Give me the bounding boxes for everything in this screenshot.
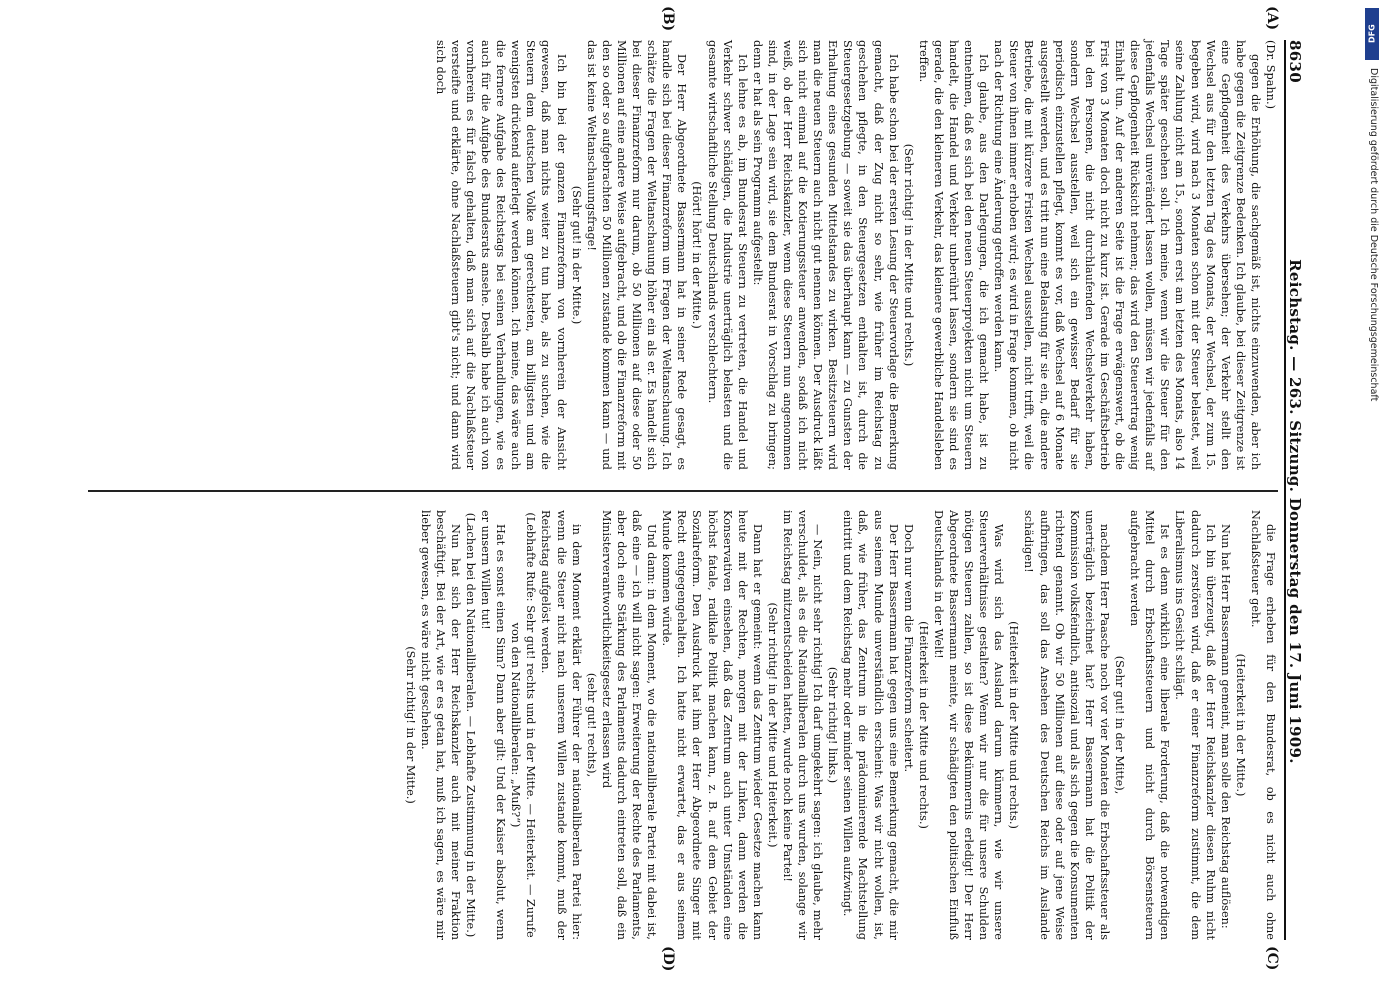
- paragraph: die Frage erheben für den Bundesrat, ob es nicht auch ohne Nachlaßsteuer geht.: [1248, 510, 1277, 940]
- interjection: (sehr gut! rechts),: [584, 672, 598, 778]
- paragraph: Dann hat er gemeint: wenn das Zentrum wieder Gesetze machen kann heute mit der Rechten, morgen mit der Linken, dann werden die Konservativen einsehen, daß das Zentrum auch unter Umständen eine höchst fatale, radikale Politik machen kann, z. B. auf dem Gebiet der Sozialreform. Den Ausdruck hat ihm der Herr Abgeordnete Singer mit Recht entgegengehalten. Ich hatte nicht erwartet, das er aus seinem Munde kommen würde.: [660, 510, 764, 940]
- paragraph: Der Herr Abgeordnete Bassermann hat in seiner Rede gesagt, es handle sich bei dieser Finanzreform um Fragen der Weltanschauung. Ich schätze die Fragen der Weltanschauung höher ein als er. Es handelt sich bei dieser Finanzreform nur darum, ob 50 Millionen auf diese oder 50 Millionen auf eine andere Weise aufgebracht, und ob die Finanzreform mit den so oder so aufgebrachten 50 Millionen zustande kommen kann — und das ist keine Weltanschauungsfrage!: [584, 40, 689, 470]
- interjection: (Heiterkeit in der Mitte.): [1233, 653, 1247, 797]
- interjection: (Heiterkeit in der Mitte und rechts.): [916, 621, 930, 829]
- paragraph: Ist es denn wirklich eine liberale Forderung, daß die notwendigen Mittel durch Erbschaftssteuern und nicht durch Börsensteuern aufgebracht werden: [1128, 510, 1172, 940]
- paragraph: Was wird sich das Ausland darum kümmern, wie wir unsere Steuerverhältnisse gestalten? Wenn wir nur die für unsere Schulden nötigen Steuern zahlen, so ist diese Bekümmernis erledigt! Der Herr Abgeordnete Bassermann meinte, wir schädigten den politischen Einfluß Deutschlands in der Welt!: [931, 510, 1006, 940]
- interjection: (Sehr richtig! in der Mitte.): [403, 646, 417, 804]
- interjection: (Sehr gut! in der Mitte.): [569, 185, 583, 325]
- dfg-logo: DFG: [1365, 8, 1379, 60]
- paragraph: — Nein, nicht sehr richtig! Ich darf umgekehrt sagen: ich glaube, mehr verschuldet, als es die Nationalliberalen durch uns wurden, solange wir im Reichstag mitzuentscheiden hatten, wurde noch keine Partei!: [781, 510, 825, 940]
- interjection: (Heiterkeit in der Mitte und rechts.): [1007, 621, 1021, 829]
- interjection: (Sehr gut! in der Mitte),: [1113, 655, 1127, 795]
- margin-marker-b: (B): [660, 6, 676, 32]
- paragraph: Hat es sonst einen Sinn? Dann aber gilt: Und der Kaiser absolut, wenn er unsern Willen tut!: [479, 510, 508, 940]
- paragraph: nachdem Herr Paasche noch vor vier Monaten die Erbschaftssteuer als unerträglich bezeichnet hat? Herr Bassermann hat die Politik der Kommission volksfeindlich, antisozial und als sich gegen die Konsumenten richtend genannt. Ob wir 50 Millionen auf diese oder auf jene Weise aufbringen, das soll das Ansehen des Deutschen Reichs im Auslande schädigen!: [1022, 510, 1111, 940]
- column-divider: [88, 490, 1278, 492]
- digitization-stamp: [1365, 8, 1379, 998]
- page-title: Reichstag. — 263. Sitzung. Donnerstag den 17. Juni 1909.: [1286, 259, 1304, 764]
- paragraph: Ich lehne es ab, im Bundesrat Steuern zu vertreten, die Handel und Verkehr schwer schädigen, die Industrie unerträglich belasten und die gesamte wirtschaftliche Stellung Deutschlands verschlechtern.: [705, 40, 749, 470]
- interjection: (Sehr richtig! in der Mitte und Heiterkeit.): [765, 602, 779, 848]
- interjection: (Sehr richtig! in der Mitte und rechts.): [901, 143, 915, 367]
- margin-marker-a: (A): [1264, 6, 1280, 31]
- speaker-name: (Dr. Spahn.): [1264, 40, 1277, 110]
- interjection: (Lebhafte Rufe: Sehr gut! rechts und in der Mitte. — Heiterkeit. — Zurufe von den Nationalliberalen: „Muß?“): [509, 512, 538, 938]
- paragraph: Der Herr Bassermann hat gegen uns eine Bemerkung gemacht, die mir aus seinem Munde unverständlich erscheint: Was wir nicht wollen, ist, daß, wie früher, das Zentrum in die prädominierende Machtstellung eintritt und dem Reichstag mehr oder minder seinen Willen aufzwingt.: [841, 510, 900, 940]
- page-header: [1284, 40, 1316, 940]
- paragraph: Doch nur wenn die Finanzreform scheitert.: [901, 524, 915, 773]
- interjection: (Lachen bei den Nationalliberalen. — Lebhafte Zustimmung in der Mitte.): [464, 512, 478, 938]
- paragraph: Nun hat sich der Herr Reichskanzler auch mit meiner Fraktion beschäftigt. Bei der Art, wie er es getan hat, muß ich sagen, es wäre mir lieber gewesen, es wäre nicht geschehen.: [418, 510, 462, 940]
- margin-marker-d: (D): [660, 946, 676, 972]
- paragraph: Ich bin überzeugt, daß der Herr Reichskanzler diesen Ruhm nicht dadurch zerstören wird, daß er einer Finanzreform zustimmt, die dem Liberalismus ins Gesicht schlägt.: [1173, 510, 1217, 940]
- left-column: [433, 40, 1278, 470]
- paragraph: in dem Moment erklärt der Führer der nationalliberalen Partei hier: wenn die Steuer nicht nach unserem Willen zustande kommt, muß der Reichstag aufgelöst werden.: [539, 510, 583, 940]
- paragraph: Ich glaube, aus den Darlegungen, die ich gemacht habe, ist zu entnehmen, daß es sich bei den neuen Steuerprojekten nicht um Steuern handelt, die Handel und Verkehr unberührt lassen, sondern sie sind es gerade, die den kleineren Verkehr, das kleinere gewerbliche Handelsleben treffen.: [916, 40, 991, 470]
- right-column: [403, 510, 1278, 940]
- digitization-credit: Digitalisierung gefördert durch die Deutsche Forschungsgemeinschaft: [1368, 68, 1379, 402]
- page-number: 8630: [1286, 40, 1304, 83]
- paragraph: Ich bin bei der ganzen Finanzreform von vornherein der Ansicht gewesen, daß man nichts weiter zu tun habe, als zu suchen, wie die Steuern dem deutschen Volke am gerechtesten, am billigsten und am wenigsten drückend auferlegt werden können. Ich meine, das wäre auch die fernere Aufgabe des Reichstags bei seinen Verhandlungen, wie es auch für die Aufgabe des Bundesrats ansehe. Deshalb habe ich auch von vornherein es für falsch gehalten, daß man sich auf die Nachlaßsteuer versteifte und erklärte, ohne Nachlaßsteuern gibt's nicht; und dann wird sich doch: [433, 40, 568, 470]
- interjection: (Sehr richtig! links.): [826, 666, 840, 784]
- rotated-scan-page: [76, 6, 1316, 972]
- interjection: (Hört! hört! in der Mitte.): [690, 181, 704, 329]
- paragraph: Nun hat Herr Bassermann gemeint, man solle den Reichstag auflösen:: [1218, 524, 1232, 929]
- paragraph: gegen die Erhöhung, die sachgemäß ist, nichts einzuwenden, aber ich habe gegen die Zeitgrenze Bedenken. Ich glaube, bei dieser Zeitgrenze ist eine Gepflogenheit des Verkehrs übersehen; der Verkehr stellt den Wechsel aus für den letzten Tag des Monats, der Wechsel, der zum 15. begeben wird, wird nach 3 Monaten schon mit der Steuer belastet, weil seine Zahlung nicht am 15., sondern erst am letzten des Monats, also 14 Tage später geschehen soll. Ich meine, wenn wir die Steuer für den jedenfalls Wechsel unverändert lassen wollen, müssen wir jedenfalls auf diese Gepflogenheit Rücksicht nehmen; das wird den Steuerertrag wenig Einhalt tun. Auf der anderen Seite ist die Frage erwägenswert, ob die Frist von 3 Monaten doch nicht zu kurz ist. Gerade im Geschäftsbetrieb bei den Personen, die nicht durchlaufenden Wechselverkehr haben, sondern Wechsel ausstellen, weil sich ein gewisser Bedarf für sie periodisch einzustellen pflegt, kommt es vor, daß Wechsel auf 6 Monate ausgestellt werden, und es tritt nun eine Belastung für sie ein, die andere Betriebe, die mit kürzere Fristen Wechsel ausstellen, nicht trifft, weil die Steuer von ihnen immer erhoben wird; es wird in Frage kommen, ob nicht nach der Richtung eine Änderung getroffen werden kann.: [992, 40, 1262, 470]
- margin-marker-c: (C): [1264, 946, 1280, 971]
- paragraph: Und dann: in dem Moment, wo die nationalliberale Partei mit dabei ist, daß eine — ich will nicht sagen: Erweiterung der Rechte des Parlaments, aber doch eine Stärkung des Parlaments dadurch eintreten soll, daß ein Ministerverantwortlichkeitsgesetz erlassen wird: [599, 510, 659, 940]
- paragraph: Ich habe schon bei der ersten Lesung der Steuervorlage die Bemerkung gemacht, daß der Zug nicht so sehr, wie früher im Reichstag zu geschehen pflegte, in den Steuergesetzen enthalten ist, durch die Steuergesetzgebung — soweit sie das überhaupt kann — zu Gunsten der Erhaltung eines gesunden Mittelstandes zu wirken. Besitzsteuern wird man die neuen Steuern auch nicht gut nennen können. Der Ausdruck läßt sich nicht einmal auf die Kotierungssteuer anwenden, sodaß ich nicht weiß, ob der Herr Reichskanzler, wenn diese Steuern nun angenommen sind, in der Lage sein wird, sie dem Bundesrat in Vorschlag zu bringen; denn er hat als sein Programm aufgestellt:: [750, 40, 900, 470]
